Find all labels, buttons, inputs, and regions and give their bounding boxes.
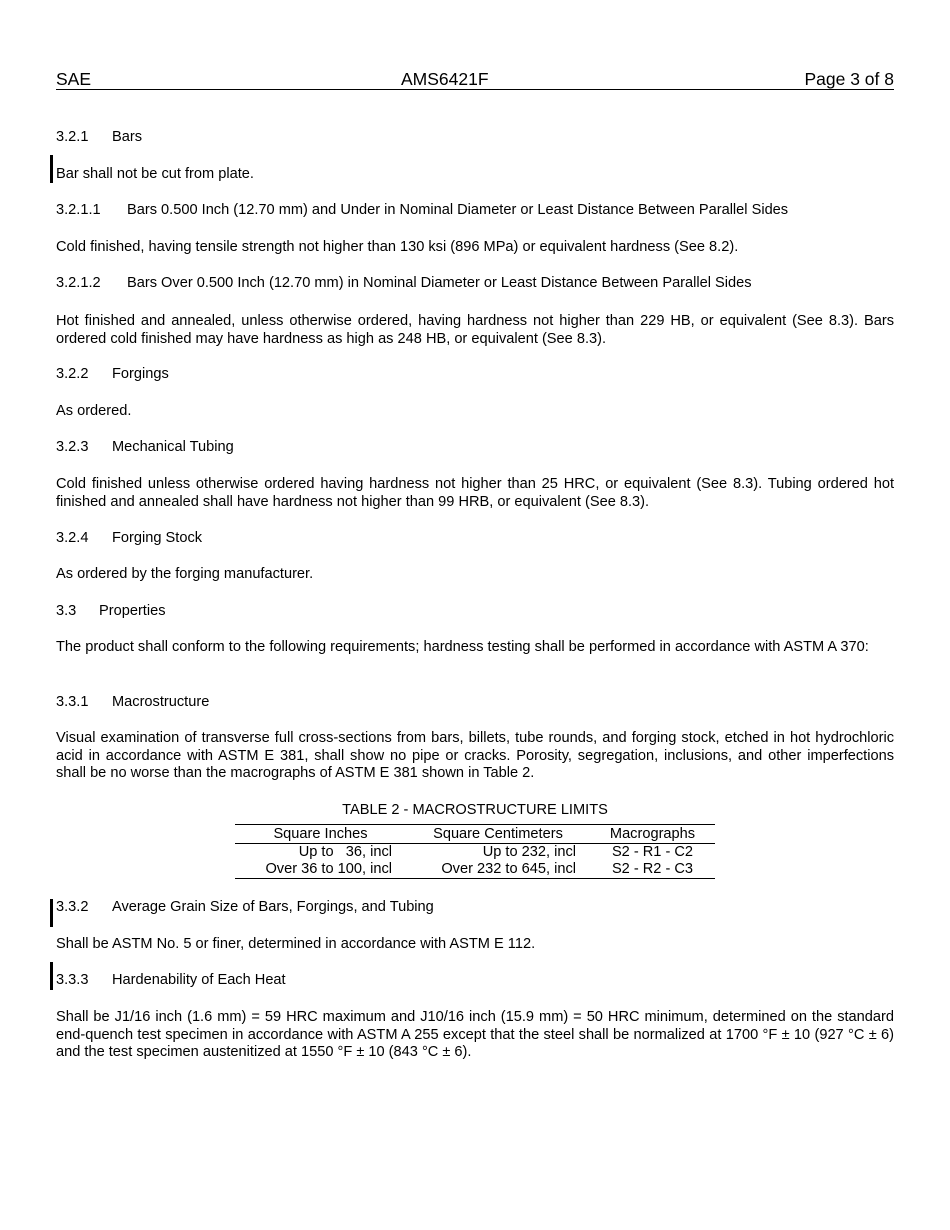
section-heading-3-3-1 xyxy=(56,694,209,711)
section-heading-3-3 xyxy=(56,603,166,620)
section-body-3-2-1-2: Hot finished and annealed, unless otherwise ordered, having hardness not higher than 229 HB, or equivalent (See 8.3). Bars ordered cold finished may have hardness as high as 248 HB, or equivalent (See 8.3). xyxy=(56,313,894,347)
section-body-3-3-2: Shall be ASTM No. 5 or finer, determined in accordance with ASTM E 112. xyxy=(56,936,536,952)
column-header: Square Centimeters xyxy=(406,825,590,844)
section-number: 3.2.2 xyxy=(56,366,89,382)
section-heading-3-2-2 xyxy=(56,366,169,383)
section-number: 3.3.1 xyxy=(56,694,89,710)
section-body-3-3-3: Shall be J1/16 inch (1.6 mm) = 59 HRC maximum and J10/16 inch (15.9 mm) = 50 HRC minimum, determined on the standard end-quench test specimen in accordance with ASTM A 255 except that the steel shall be normalized at 1700 °F ± 10 (927 °C ± 6) and the test specimen austenitized at 1550 °F ± 10 (843 °C ± 6). xyxy=(56,1009,894,1060)
section-title: Forgings xyxy=(112,366,169,382)
table-cell: Over 232 to 645, incl xyxy=(441,861,576,877)
section-heading-3-2-1 xyxy=(56,129,142,146)
section-number: 3.2.1.2 xyxy=(56,275,101,291)
page-header xyxy=(56,69,894,90)
table-row xyxy=(235,861,715,879)
section-number: 3.3.3 xyxy=(56,972,89,988)
section-body-3-2-1-1: Cold finished, having tensile strength not higher than 130 ksi (896 MPa) or equivalent hardness (See 8.2). xyxy=(56,239,739,255)
section-number: 3.2.4 xyxy=(56,530,89,546)
header-doc-id: AMS6421F xyxy=(401,69,489,89)
table-row xyxy=(235,844,715,862)
section-heading-3-2-1-1 xyxy=(56,202,788,219)
section-heading-3-3-3 xyxy=(56,972,286,989)
section-title: Mechanical Tubing xyxy=(112,439,234,455)
section-title: Bars 0.500 Inch (12.70 mm) and Under in Nominal Diameter or Least Distance Between Parallel Sides xyxy=(127,202,789,218)
section-title: Forging Stock xyxy=(112,530,203,546)
section-heading-3-2-4 xyxy=(56,530,202,547)
revision-bar xyxy=(50,155,53,183)
section-title: Properties xyxy=(99,603,166,619)
header-page-number: Page 3 of 8 xyxy=(804,69,894,89)
table-cell: Up to 36, incl xyxy=(298,844,392,860)
macrostructure-limits-table xyxy=(235,824,715,879)
revision-bar xyxy=(50,899,53,927)
section-body-3-2-2: As ordered. xyxy=(56,403,132,419)
section-body-3-3-1: Visual examination of transverse full cross-sections from bars, billets, tube rounds, and forging stock, etched in hot hydrochloric acid in accordance with ASTM E 381, shall show no pipe or cracks. Porosity, segregation, inclusions, and other imperfections shall be no worse than the macrographs of ASTM E 381 shown in Table 2. xyxy=(56,730,894,781)
table-cell: Up to 232, incl xyxy=(482,844,576,860)
section-heading-3-2-1-2 xyxy=(56,275,752,292)
section-title: Bars xyxy=(112,129,143,145)
section-number: 3.2.1.1 xyxy=(56,202,101,218)
revision-bar xyxy=(50,962,53,990)
section-body-3-2-4: As ordered by the forging manufacturer. xyxy=(56,566,314,582)
table-cell: S2 - R1 - C2 xyxy=(611,844,694,860)
section-heading-3-3-2 xyxy=(56,899,434,916)
section-number: 3.3 xyxy=(56,603,77,619)
section-body-3-2-3: Cold finished unless otherwise ordered having hardness not higher than 25 HRC, or equivalent (See 8.3). Tubing ordered hot finished and annealed shall have hardness not higher than 99 HRB, or equivalent (See 8.3). xyxy=(56,476,894,510)
section-body-3-2-1: Bar shall not be cut from plate. xyxy=(56,166,254,182)
section-body-3-3: The product shall conform to the following requirements; hardness testing shall be performed in accordance with ASTM A 370: xyxy=(56,639,869,655)
column-header: Square Inches xyxy=(235,825,406,844)
section-number: 3.3.2 xyxy=(56,899,89,915)
section-title: Macrostructure xyxy=(112,694,210,710)
section-title: Average Grain Size of Bars, Forgings, and Tubing xyxy=(112,899,434,915)
section-title: Hardenability of Each Heat xyxy=(112,972,286,988)
section-heading-3-2-3 xyxy=(56,439,234,456)
section-number: 3.2.3 xyxy=(56,439,89,455)
section-title: Bars Over 0.500 Inch (12.70 mm) in Nominal Diameter or Least Distance Between Parallel Sides xyxy=(127,275,752,291)
table-cell: Over 36 to 100, incl xyxy=(265,861,392,877)
table-header-row xyxy=(235,825,715,844)
table-cell: S2 - R2 - C3 xyxy=(611,861,694,877)
header-org: SAE xyxy=(56,69,92,89)
column-header: Macrographs xyxy=(590,825,715,844)
table-caption: TABLE 2 - MACROSTRUCTURE LIMITS xyxy=(342,802,608,818)
section-number: 3.2.1 xyxy=(56,129,89,145)
